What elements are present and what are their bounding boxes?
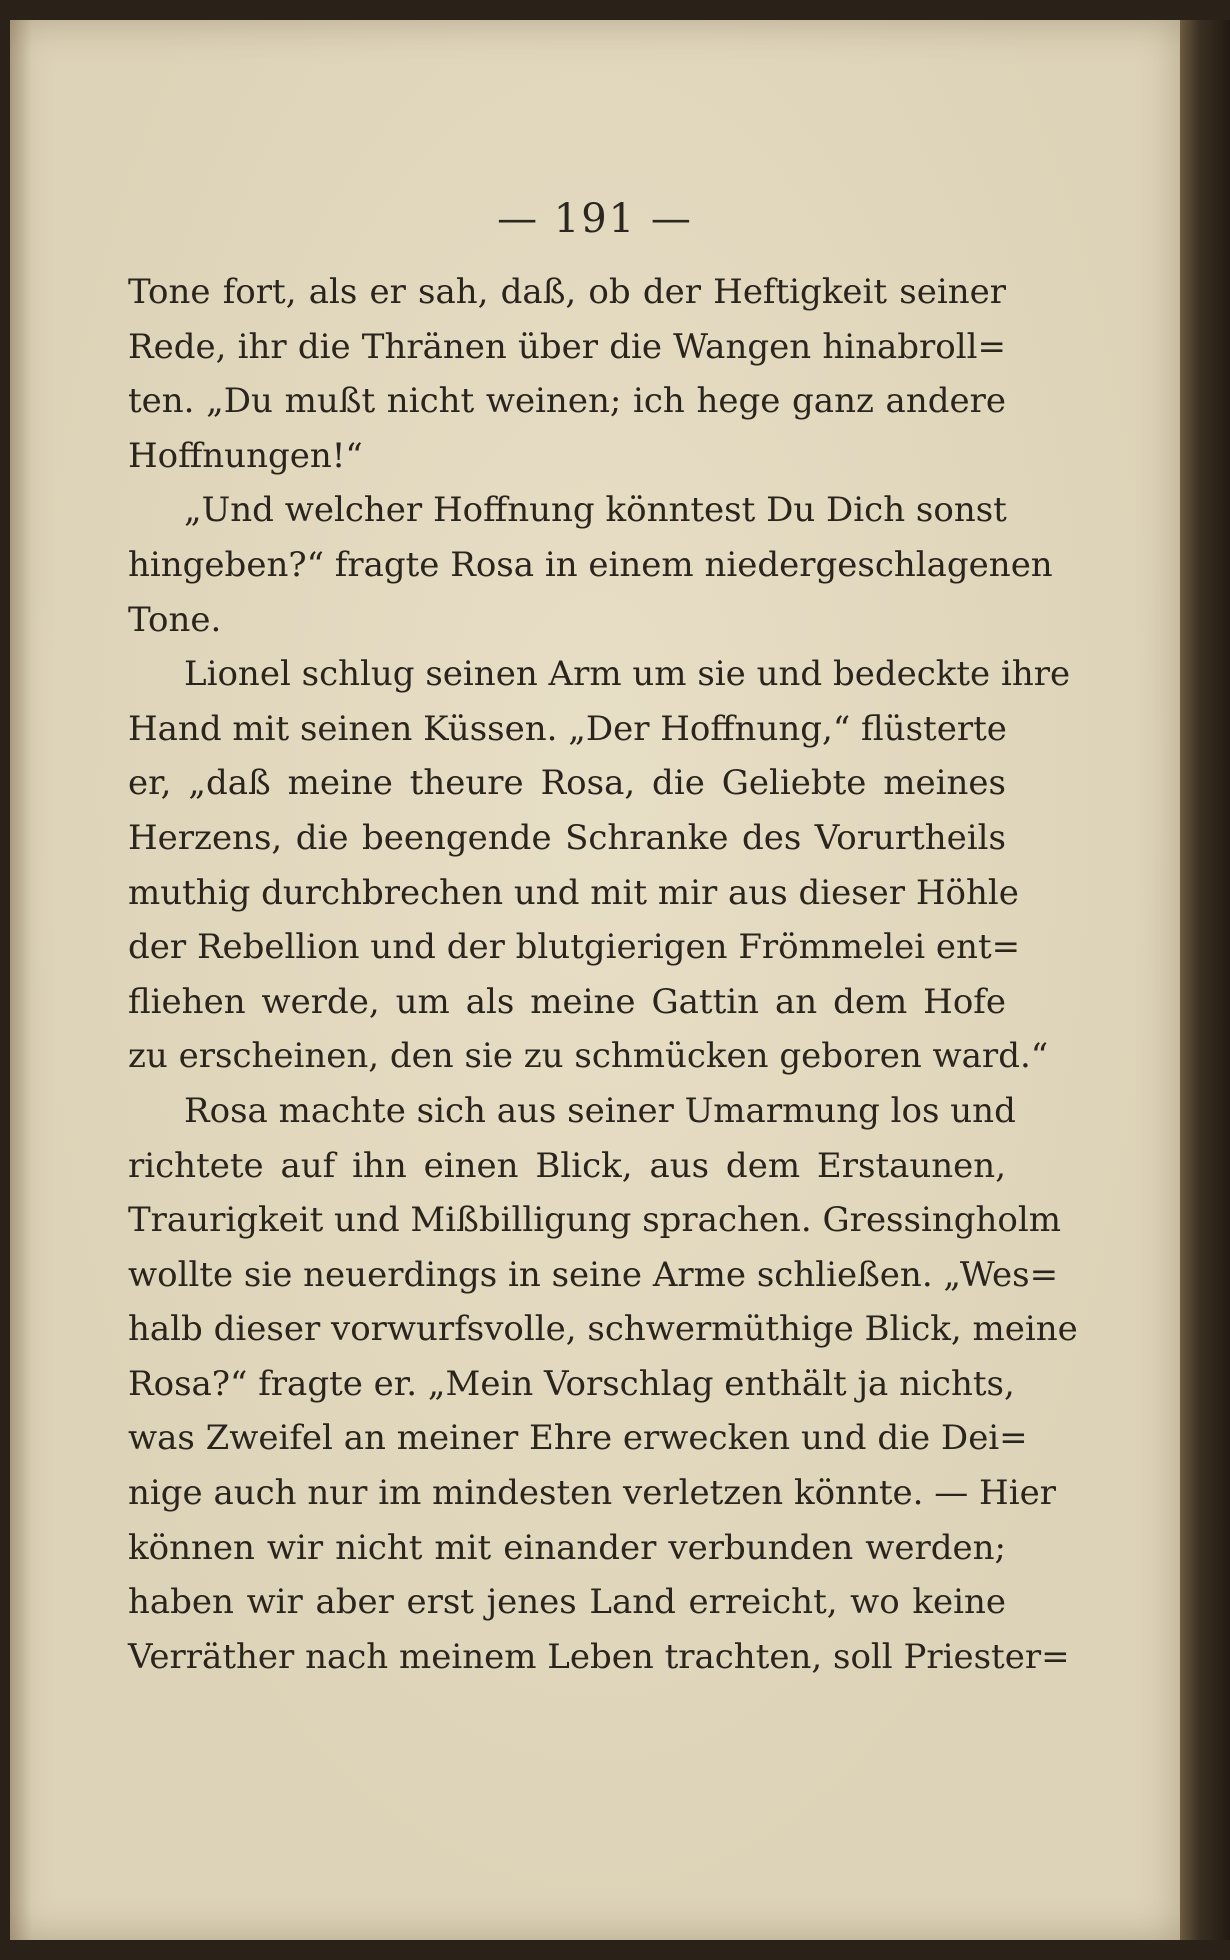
text-line: Verräther nach meinem Leben trachten, soll Priester= <box>128 1636 1070 1677</box>
text-line: er, „daß meine theure Rosa, die Geliebte meines <box>128 763 1006 804</box>
text-line: halb dieser vorwurfsvolle, schwermüthige Blick, meine <box>128 1309 1078 1350</box>
text-line: Hand mit seinen Küssen. „Der Hoffnung,“ flüsterte <box>128 708 1007 749</box>
text-line: Herzens, die beengende Schranke des Vorurtheils <box>128 817 1006 858</box>
text-line: hingeben?“ fragte Rosa in einem niedergeschlagenen <box>128 544 1053 585</box>
text-line: ten. „Du mußt nicht weinen; ich hege ganz andere <box>128 381 1006 422</box>
text-line: Tone fort, als er sah, daß, ob der Heftigkeit seiner <box>128 272 1006 312</box>
text-line: Tone. <box>128 599 222 640</box>
text-line: Hoffnungen!“ <box>128 435 363 476</box>
text-line: zu erscheinen, den sie zu schmücken geboren ward.“ <box>128 1036 1049 1077</box>
text-line: Lionel schlug seinen Arm um sie und bedeckte ihre <box>184 654 1071 695</box>
text-line: was Zweifel an meiner Ehre erwecken und die Dei= <box>128 1418 1028 1459</box>
book-cover-edge <box>1180 20 1230 1940</box>
text-line: wollte sie neuerdings in seine Arme schließen. „Wes= <box>128 1254 1059 1295</box>
text-line: können wir nicht mit einander verbunden werden; <box>128 1527 1006 1568</box>
text-line: nige auch nur im mindesten verletzen könnte. — Hier <box>128 1473 1056 1514</box>
text-line: Rosa machte sich aus seiner Umarmung los und <box>184 1090 1016 1131</box>
book-page <box>10 20 1180 1940</box>
page-text <box>128 265 1078 1684</box>
text-line: Rede, ihr die Thränen über die Wangen hinabroll= <box>128 326 1006 367</box>
text-line: haben wir aber erst jenes Land erreicht, wo keine <box>128 1582 1006 1623</box>
text-line: der Rebellion und der blutgierigen Frömmelei ent= <box>128 927 1021 968</box>
text-line: fliehen werde, um als meine Gattin an dem Hofe <box>128 981 1006 1022</box>
text-line: muthig durchbrechen und mit mir aus dieser Höhle <box>128 872 1019 913</box>
page-number: — 191 — <box>497 196 693 242</box>
text-line: Traurigkeit und Mißbilligung sprachen. Gressingholm <box>128 1200 1061 1241</box>
text-line: richtete auf ihn einen Blick, aus dem Erstaunen, <box>128 1145 1006 1186</box>
text-line: Rosa?“ fragte er. „Mein Vorschlag enthält ja nichts, <box>128 1363 1015 1404</box>
text-line: „Und welcher Hoffnung könntest Du Dich sonst <box>184 490 1007 531</box>
